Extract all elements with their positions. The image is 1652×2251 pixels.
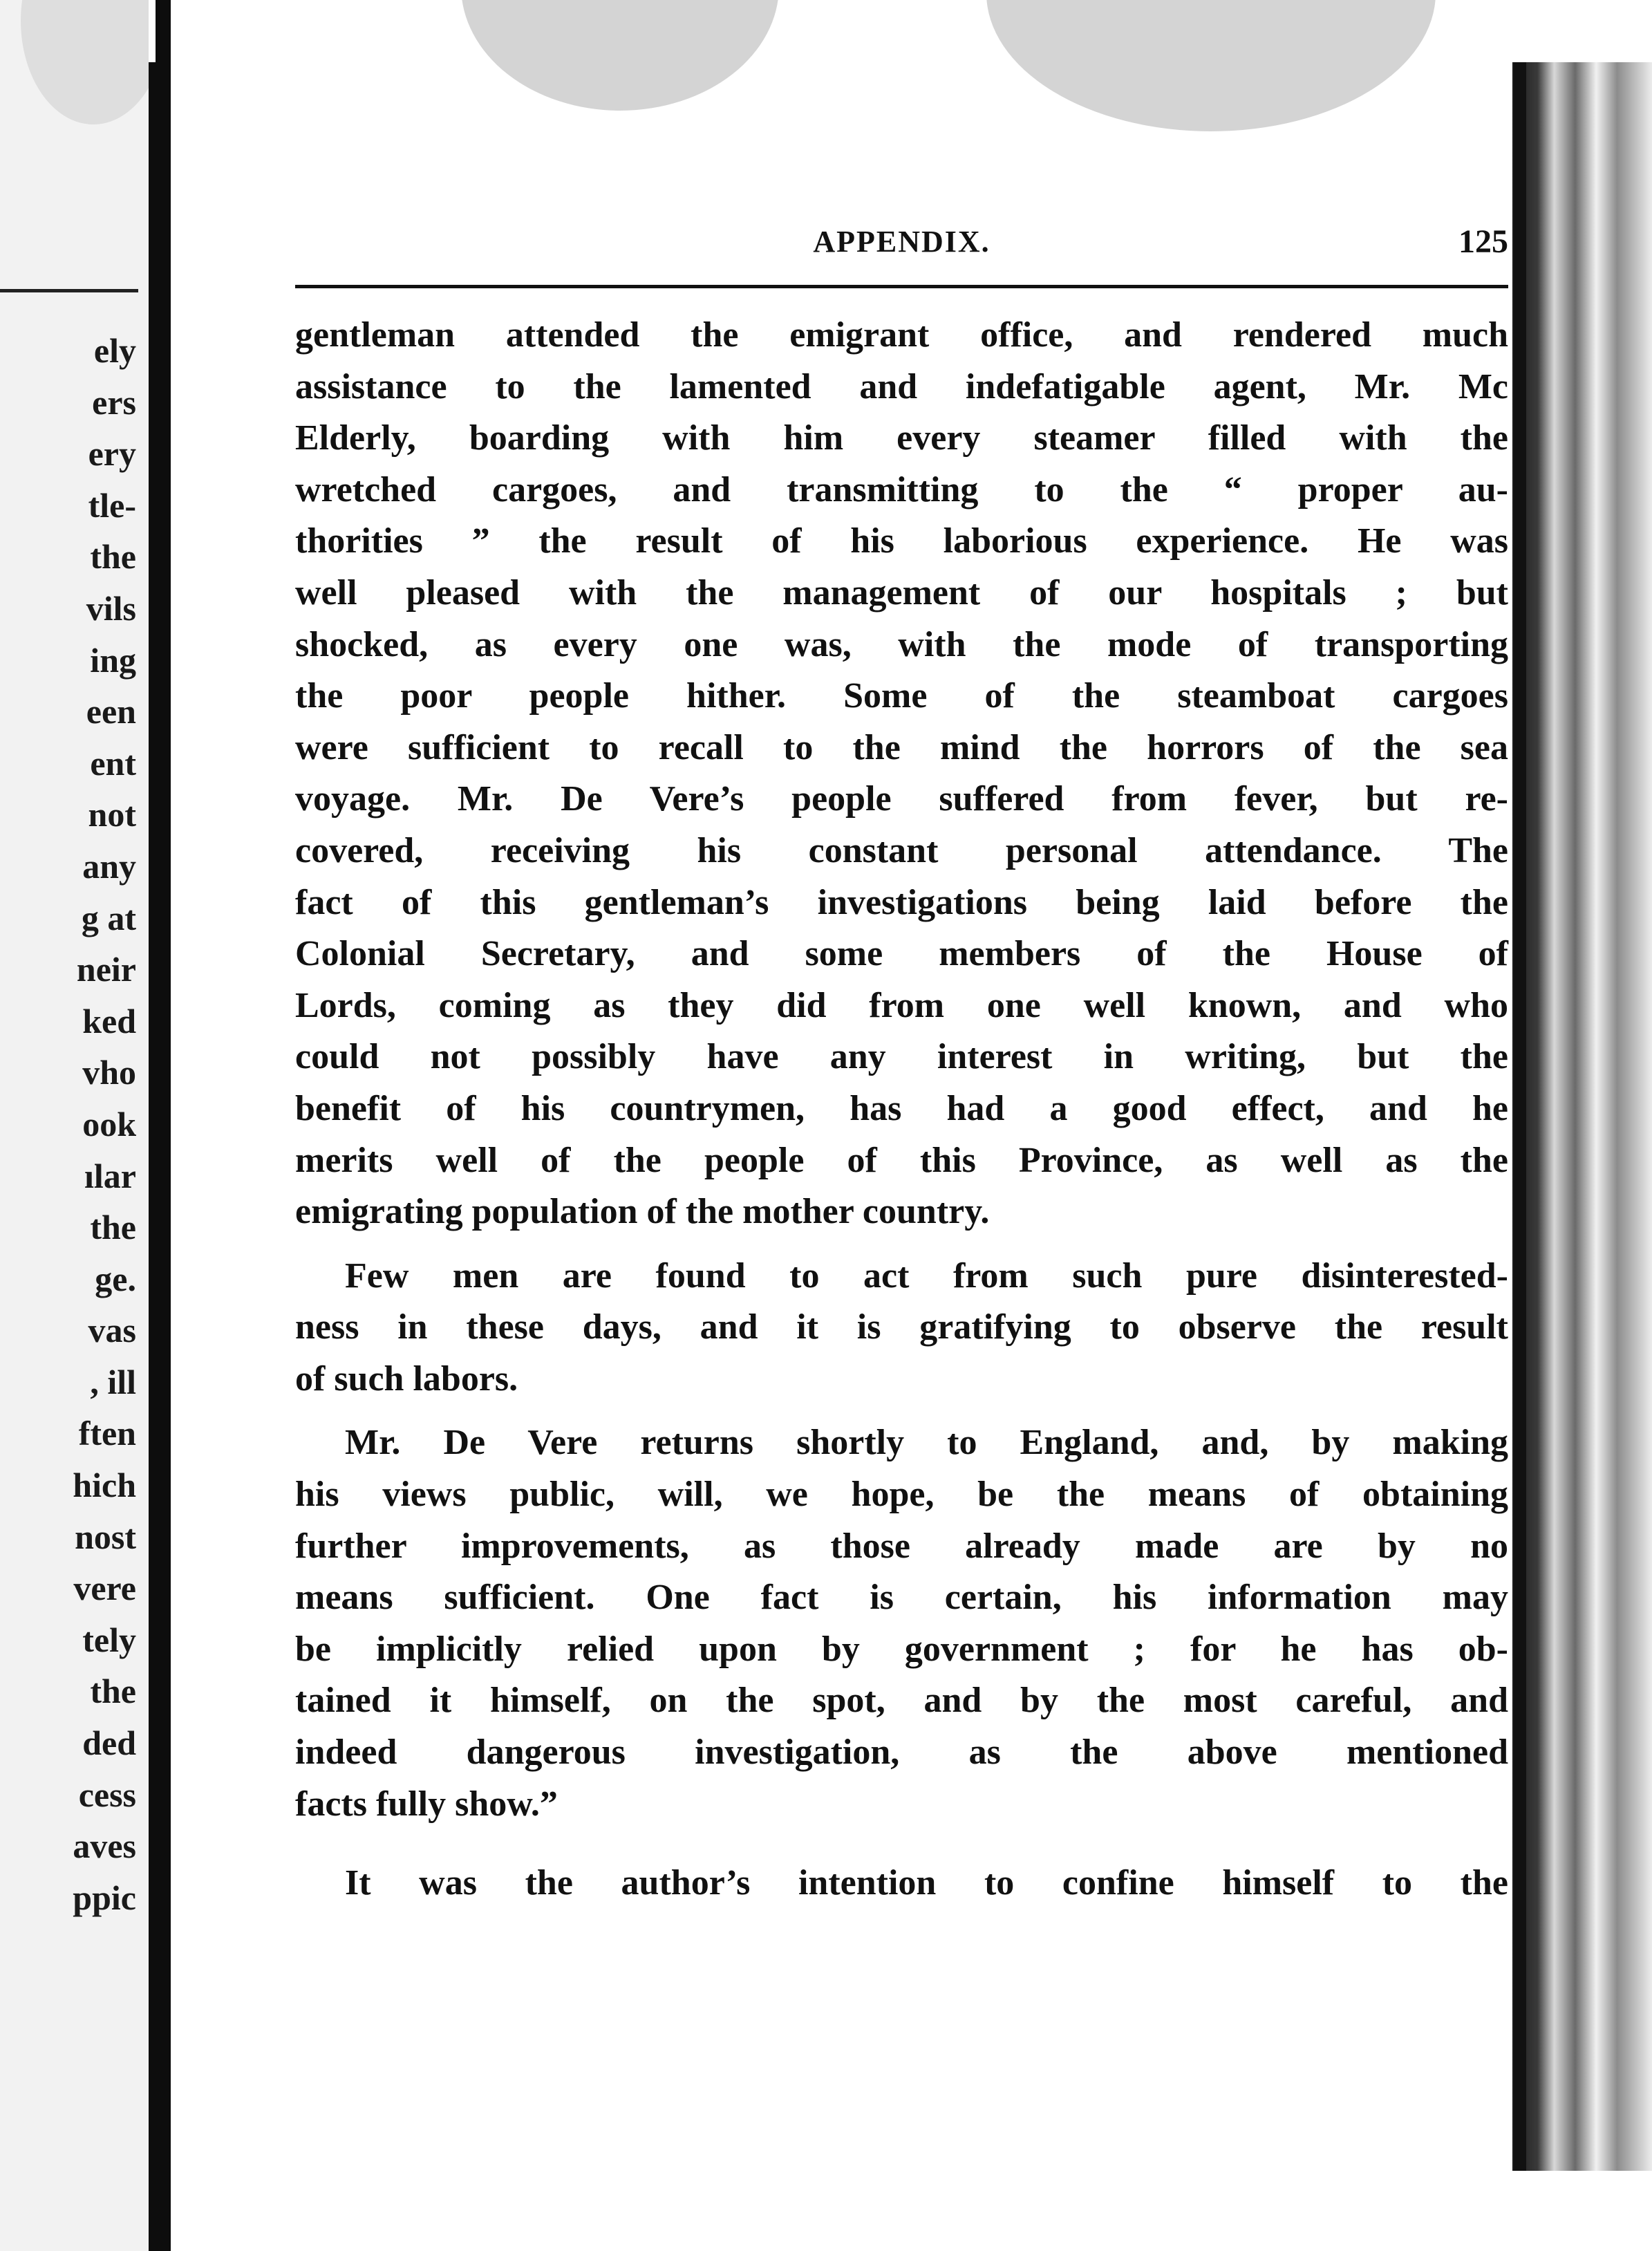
left-fragment: cess	[78, 1775, 136, 1814]
left-fragment: ked	[82, 1001, 136, 1040]
left-fragment: ook	[82, 1104, 136, 1143]
left-fragment: ılar	[84, 1156, 136, 1195]
paragraph-gap	[295, 1830, 1508, 1858]
left-fragment: ded	[82, 1724, 136, 1763]
paragraph	[295, 1858, 1508, 1909]
left-fragment: nost	[75, 1517, 136, 1556]
left-fragment: the	[90, 1208, 136, 1247]
page-edges	[1512, 62, 1652, 2171]
header-rule	[295, 285, 1508, 288]
left-fragment: ppic	[73, 1878, 136, 1917]
paragraph	[295, 1251, 1508, 1405]
top-shadow-left	[21, 0, 149, 124]
text-line: fact of this gentleman’s investigations being laid before the	[295, 882, 1508, 922]
left-fragment: neir	[76, 950, 136, 989]
text-line: Mr. De Vere returns shortly to England, and, by making	[345, 1423, 1508, 1463]
paragraph	[295, 1417, 1508, 1830]
text-line: were sufficient to recall to the mind the horrors of the sea	[295, 727, 1508, 767]
text-line: Lords, coming as they did from one well known, and who	[295, 985, 1508, 1025]
text-line: wretched cargoes, and transmitting to the “ proper au-	[295, 469, 1508, 510]
text-line: Few men are found to act from such pure disinterested-	[345, 1255, 1508, 1296]
text-line: tained it himself, on the spot, and by the most careful, and	[295, 1681, 1508, 1721]
left-fragment: ent	[90, 743, 136, 783]
text-line: gentleman attended the emigrant office, and rendered much	[295, 315, 1508, 355]
left-fragment: tle-	[88, 485, 136, 525]
text-line: thorities ” the result of his laborious experience. He was	[295, 521, 1508, 561]
left-fragment: vas	[88, 1311, 136, 1350]
binding-gutter-top	[156, 0, 171, 69]
text-line: ness in these days, and it is gratifying to observe the result	[295, 1307, 1508, 1347]
left-fragment: ery	[88, 434, 136, 474]
top-shadow	[986, 0, 1436, 131]
left-page-rule	[0, 289, 138, 292]
text-line: the poor people hither. Some of the steamboat cargoes	[295, 676, 1508, 716]
page-number: 125	[1458, 223, 1508, 260]
text-line: voyage. Mr. De Vere’s people suffered from fever, but re-	[295, 779, 1508, 819]
left-fragment: hich	[73, 1466, 136, 1505]
left-page-fragment	[0, 0, 149, 2251]
text-line: Colonial Secretary, and some members of the House of	[295, 934, 1508, 974]
left-fragment: the	[90, 1672, 136, 1711]
left-fragment: vho	[82, 1053, 136, 1092]
left-fragment: ely	[93, 331, 136, 370]
text-line: Elderly, boarding with him every steamer filled with the	[295, 418, 1508, 458]
text-line: could not possibly have any interest in writing, but the	[295, 1037, 1508, 1077]
paragraph-gap	[295, 1405, 1508, 1417]
text-line: shocked, as every one was, with the mode of transporting	[295, 624, 1508, 664]
text-line: It was the author’s intention to confine himself to the	[345, 1863, 1508, 1903]
left-fragment: g at	[81, 898, 136, 937]
top-shadow	[461, 0, 779, 111]
left-fragment: aves	[73, 1827, 136, 1866]
left-fragment: , ill	[90, 1362, 136, 1401]
left-fragment: the	[90, 537, 136, 577]
left-fragment: tely	[82, 1620, 136, 1659]
text-line: facts fully show.”	[295, 1784, 558, 1824]
left-fragment: ers	[92, 382, 136, 422]
page-edge-shadow	[1514, 62, 1526, 2171]
text-line: indeed dangerous investigation, as the above mentioned	[295, 1732, 1508, 1773]
body-text	[295, 310, 1508, 1909]
text-line: of such labors.	[295, 1358, 518, 1399]
paragraph	[295, 310, 1508, 1238]
text-line: be implicitly relied upon by government ; for he has ob-	[295, 1629, 1508, 1669]
left-fragment: vils	[86, 588, 136, 628]
text-line: further improvements, as those already made are by no	[295, 1526, 1508, 1566]
text-line: merits well of the people of this Province, as well as the	[295, 1140, 1508, 1180]
binding-gutter	[149, 62, 171, 2251]
left-fragment: ften	[78, 1414, 136, 1453]
left-fragment: not	[88, 795, 136, 834]
paragraph-gap	[295, 1238, 1508, 1251]
text-line: means sufficient. One fact is certain, his information may	[295, 1578, 1508, 1618]
text-line: covered, receiving his constant personal attendance. The	[295, 830, 1508, 870]
text-line: his views public, will, we hope, be the means of obtaining	[295, 1475, 1508, 1515]
text-line: well pleased with the management of our hospitals ; but	[295, 572, 1508, 613]
left-fragment: ing	[90, 640, 136, 680]
running-head: APPENDIX.	[813, 225, 991, 259]
left-fragment: ge.	[95, 1259, 136, 1298]
text-line: benefit of his countrymen, has had a good effect, and he	[295, 1088, 1508, 1128]
page-header	[295, 218, 1508, 274]
text-line: emigrating population of the mother country.	[295, 1192, 990, 1232]
left-fragment: vere	[73, 1569, 136, 1608]
left-fragment: any	[82, 846, 136, 886]
left-page-text	[73, 325, 136, 1923]
text-line: assistance to the lamented and indefatigable agent, Mr. Mc	[295, 366, 1508, 407]
book-page	[171, 0, 1512, 2251]
left-fragment: een	[86, 692, 136, 731]
